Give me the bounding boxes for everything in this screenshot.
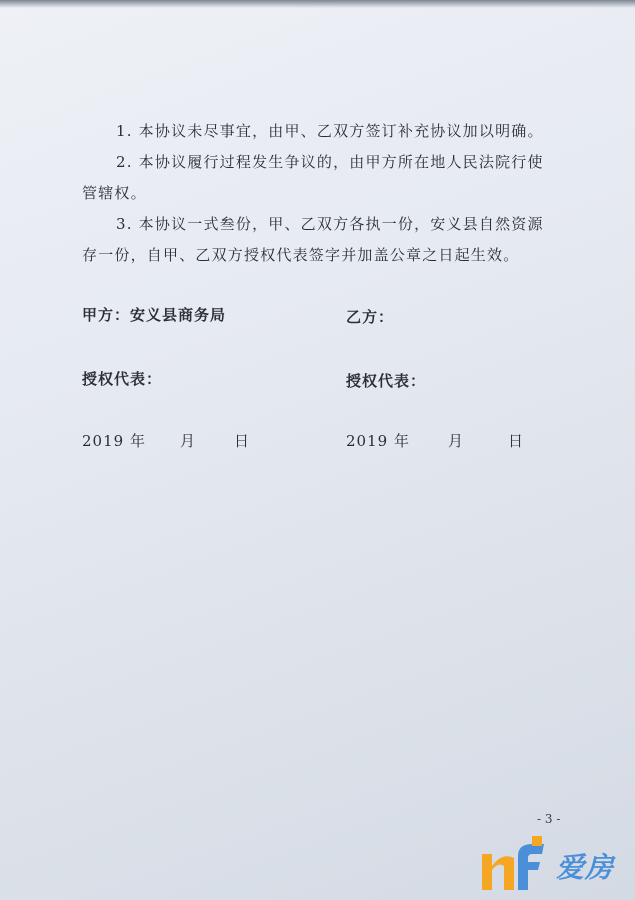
party-b-rep-label: 授权代表： <box>346 372 427 390</box>
party-a-date-year: 2019 年 <box>82 432 146 450</box>
watermark-text: 爱房 <box>556 851 615 884</box>
clause-2: 2. 本协议履行过程发生争议的，由甲方所在地人民法院行使管辖权。 <box>82 153 544 202</box>
party-a-line <box>82 304 226 325</box>
party-a-name: 安义县商务局 <box>130 306 227 324</box>
party-b-label: 乙方： <box>346 308 395 326</box>
clause-1: 1. 本协议未尽事宜，由甲、乙双方签订补充协议加以明确。 <box>116 122 544 140</box>
party-b-date-day: 日 <box>507 432 524 450</box>
party-a-date-month: 月 <box>179 432 196 450</box>
party-a-date-day: 日 <box>233 432 250 450</box>
party-b-date <box>346 430 524 451</box>
party-a-label: 甲方： <box>82 306 131 324</box>
clause-3: 3. 本协议一式叁份，甲、乙双方各执一份，安义县自然资源存一份，自甲、乙双方授权代表签字并加盖公章之日起生效。 <box>82 215 544 264</box>
party-b-date-year: 2019 年 <box>346 432 410 450</box>
page-number: - 3 - <box>537 812 561 826</box>
page-edge-shadow <box>0 0 635 8</box>
party-a-date <box>82 430 250 451</box>
party-a-rep-label: 授权代表： <box>82 370 163 388</box>
party-b-date-month: 月 <box>447 432 464 450</box>
